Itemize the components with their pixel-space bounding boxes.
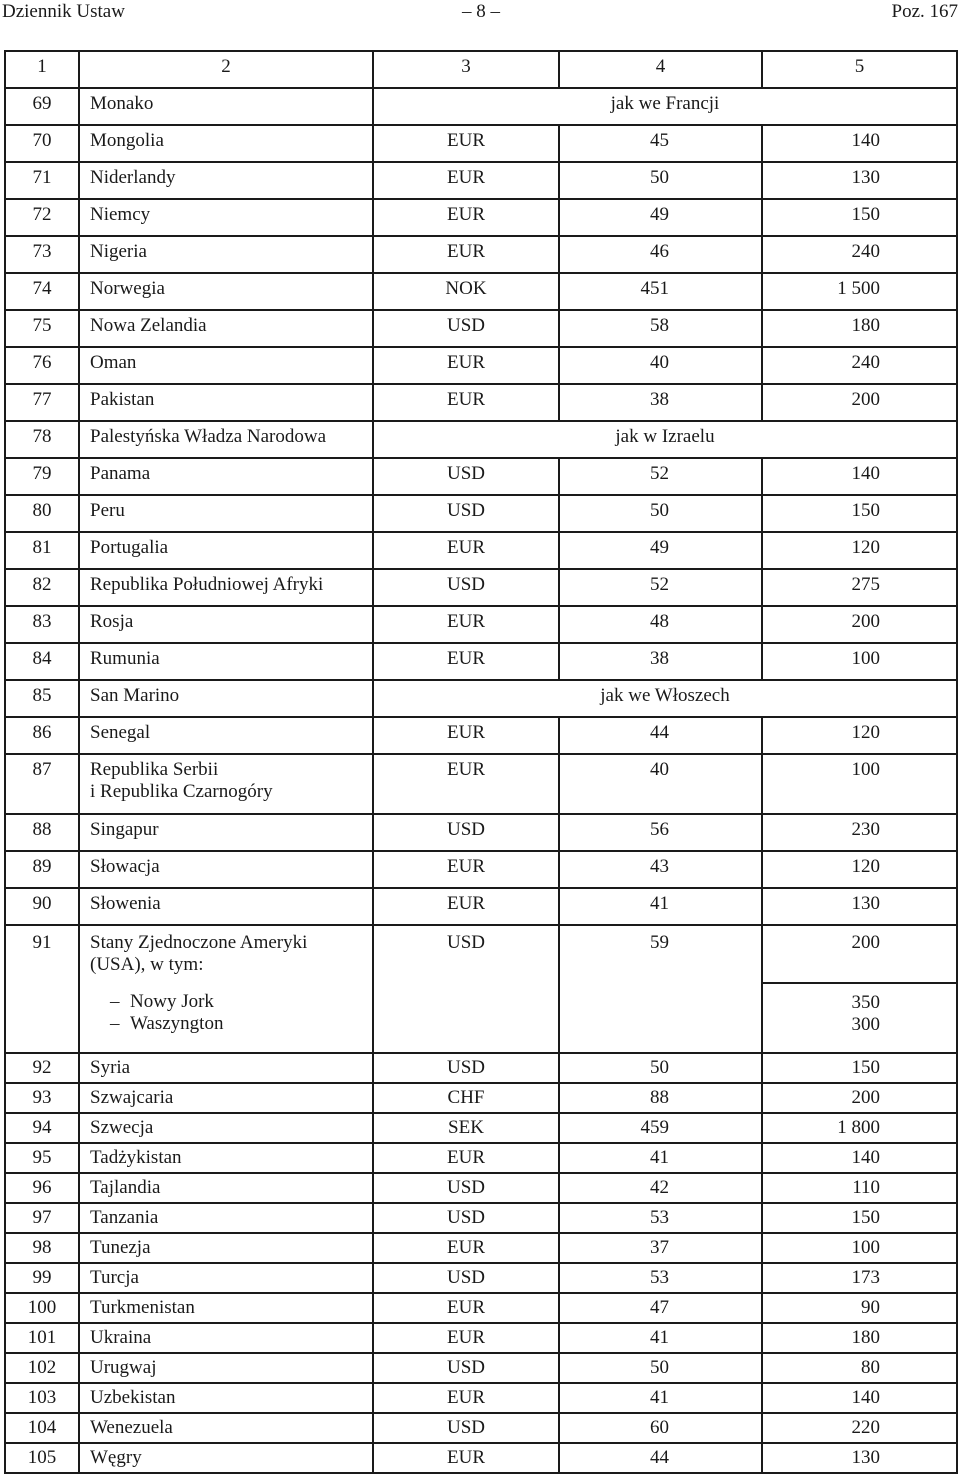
column-header: 4 <box>559 51 762 88</box>
accommodation-limit: 80 <box>762 1353 957 1383</box>
table-row <box>5 680 957 717</box>
row-number: 76 <box>5 347 79 384</box>
accommodation-limit: 180 <box>762 310 957 347</box>
table-row <box>5 1053 957 1083</box>
country-name: Tunezja <box>79 1233 373 1263</box>
daily-allowance: 43 <box>559 851 762 888</box>
currency: EUR <box>373 199 559 236</box>
column-header: 5 <box>762 51 957 88</box>
same-as-note: jak w Izraelu <box>373 421 957 458</box>
table-row <box>5 1323 957 1353</box>
accommodation-limit: 150 <box>762 199 957 236</box>
city-item <box>90 991 372 1013</box>
daily-allowance: 42 <box>559 1173 762 1203</box>
country-name: Palestyńska Władza Narodowa <box>79 421 373 458</box>
daily-allowance: 451 <box>559 273 762 310</box>
table-row <box>5 384 957 421</box>
accommodation-limit: 140 <box>762 125 957 162</box>
accommodation-limit: 130 <box>762 1443 957 1473</box>
daily-allowance: 46 <box>559 236 762 273</box>
table-row <box>5 606 957 643</box>
list-dash: – <box>110 1013 120 1034</box>
daily-allowance: 40 <box>559 347 762 384</box>
currency: EUR <box>373 1383 559 1413</box>
country-name: Panama <box>79 458 373 495</box>
currency: EUR <box>373 125 559 162</box>
currency: EUR <box>373 347 559 384</box>
table-row <box>5 162 957 199</box>
currency: CHF <box>373 1083 559 1113</box>
table-row <box>5 1293 957 1323</box>
currency: USD <box>373 1353 559 1383</box>
accommodation-limit: 240 <box>762 236 957 273</box>
accommodation-limit: 180 <box>762 1323 957 1353</box>
currency: NOK <box>373 273 559 310</box>
daily-allowance: 41 <box>559 1323 762 1353</box>
country-name: Nowa Zelandia <box>79 310 373 347</box>
city-name: Waszyngton <box>130 1013 224 1034</box>
currency: EUR <box>373 384 559 421</box>
currency: USD <box>373 1053 559 1083</box>
column-header: 3 <box>373 51 559 88</box>
daily-allowance: 47 <box>559 1293 762 1323</box>
table-row <box>5 1113 957 1143</box>
currency: EUR <box>373 606 559 643</box>
currency: EUR <box>373 888 559 925</box>
country-name: Niemcy <box>79 199 373 236</box>
currency: EUR <box>373 162 559 199</box>
daily-allowance: 44 <box>559 1443 762 1473</box>
currency: EUR <box>373 851 559 888</box>
daily-allowance: 50 <box>559 162 762 199</box>
country-name: Syria <box>79 1053 373 1083</box>
country-name: Słowacja <box>79 851 373 888</box>
page-number: – 8 – <box>462 1 500 22</box>
row-number: 88 <box>5 814 79 851</box>
currency: EUR <box>373 1293 559 1323</box>
table-row <box>5 1353 957 1383</box>
row-number: 75 <box>5 310 79 347</box>
country-name: Senegal <box>79 717 373 754</box>
row-number: 101 <box>5 1323 79 1353</box>
row-number: 81 <box>5 532 79 569</box>
row-number: 94 <box>5 1113 79 1143</box>
accommodation-limit: 130 <box>762 888 957 925</box>
daily-allowance: 88 <box>559 1083 762 1113</box>
accommodation-limit: 200 <box>762 384 957 421</box>
currency: USD <box>373 1203 559 1233</box>
daily-allowance: 37 <box>559 1233 762 1263</box>
table-row <box>5 236 957 273</box>
table-row <box>5 754 957 814</box>
accommodation-limit: 100 <box>762 643 957 680</box>
column-header: 1 <box>5 51 79 88</box>
daily-allowance: 48 <box>559 606 762 643</box>
country-name-line: (USA), w tym: <box>90 954 204 975</box>
accommodation-limit: 140 <box>762 1383 957 1413</box>
country-name-line: Stany Zjednoczone Ameryki <box>90 932 308 953</box>
country-name: Uzbekistan <box>79 1383 373 1413</box>
table-row <box>5 310 957 347</box>
currency: EUR <box>373 1233 559 1263</box>
city-item <box>90 1013 372 1035</box>
currency: EUR <box>373 754 559 814</box>
currency: USD <box>373 1413 559 1443</box>
row-number: 78 <box>5 421 79 458</box>
daily-allowance: 38 <box>559 643 762 680</box>
country-name: Portugalia <box>79 532 373 569</box>
currency: EUR <box>373 643 559 680</box>
daily-allowance: 40 <box>559 754 762 814</box>
row-number: 95 <box>5 1143 79 1173</box>
accommodation-limit: 200 <box>762 1083 957 1113</box>
daily-allowance: 50 <box>559 1353 762 1383</box>
accommodation-limit: 150 <box>762 1203 957 1233</box>
accommodation-limit: 1 800 <box>762 1113 957 1143</box>
daily-allowance: 52 <box>559 569 762 606</box>
row-number: 96 <box>5 1173 79 1203</box>
page-header <box>0 0 960 26</box>
country-name: Szwajcaria <box>79 1083 373 1113</box>
currency: EUR <box>373 236 559 273</box>
row-number: 90 <box>5 888 79 925</box>
table-row <box>5 1233 957 1263</box>
daily-allowance: 49 <box>559 199 762 236</box>
table-row <box>5 88 957 125</box>
country-name: Urugwaj <box>79 1353 373 1383</box>
position-number: Poz. 167 <box>891 1 958 22</box>
daily-allowance: 58 <box>559 310 762 347</box>
table-row <box>5 1443 957 1473</box>
same-as-note: jak we Włoszech <box>373 680 957 717</box>
accommodation-limit: 275 <box>762 569 957 606</box>
daily-allowance: 45 <box>559 125 762 162</box>
row-number: 98 <box>5 1233 79 1263</box>
daily-allowance: 59 <box>559 925 762 1053</box>
accommodation-limit: 200 <box>762 925 957 983</box>
row-number: 82 <box>5 569 79 606</box>
country-name: Monako <box>79 88 373 125</box>
table-row <box>5 643 957 680</box>
journal-title: Dziennik Ustaw <box>2 1 125 22</box>
accommodation-limit: 240 <box>762 347 957 384</box>
row-number: 71 <box>5 162 79 199</box>
daily-allowance: 41 <box>559 1143 762 1173</box>
table-row <box>5 851 957 888</box>
accommodation-limit: 173 <box>762 1263 957 1293</box>
accommodation-limit: 230 <box>762 814 957 851</box>
row-number: 74 <box>5 273 79 310</box>
row-number: 70 <box>5 125 79 162</box>
daily-allowance: 459 <box>559 1113 762 1143</box>
table-row <box>5 814 957 851</box>
accommodation-limit: 150 <box>762 495 957 532</box>
row-number: 69 <box>5 88 79 125</box>
table-row <box>5 458 957 495</box>
currency: EUR <box>373 1443 559 1473</box>
currency: EUR <box>373 1323 559 1353</box>
daily-allowance: 44 <box>559 717 762 754</box>
city-accommodation-limits <box>762 983 957 1053</box>
accommodation-limit: 110 <box>762 1173 957 1203</box>
accommodation-limit: 200 <box>762 606 957 643</box>
accommodation-limit: 90 <box>762 1293 957 1323</box>
country-name: San Marino <box>79 680 373 717</box>
table-row <box>5 199 957 236</box>
accommodation-limit: 150 <box>762 1053 957 1083</box>
country-name: Turkmenistan <box>79 1293 373 1323</box>
country-name: Singapur <box>79 814 373 851</box>
row-number: 102 <box>5 1353 79 1383</box>
country-name: Mongolia <box>79 125 373 162</box>
table-row <box>5 1263 957 1293</box>
row-number: 91 <box>5 925 79 1053</box>
country-name: Peru <box>79 495 373 532</box>
country-name: Norwegia <box>79 273 373 310</box>
list-dash: – <box>110 991 120 1012</box>
table-row <box>5 569 957 606</box>
country-name: Rosja <box>79 606 373 643</box>
country-name: Szwecja <box>79 1113 373 1143</box>
row-number: 97 <box>5 1203 79 1233</box>
currency: USD <box>373 1263 559 1293</box>
country-name: Niderlandy <box>79 162 373 199</box>
accommodation-limit: 140 <box>762 1143 957 1173</box>
country-name: Turcja <box>79 1263 373 1293</box>
table-row <box>5 125 957 162</box>
row-number: 84 <box>5 643 79 680</box>
currency: USD <box>373 925 559 1053</box>
accommodation-limit: 140 <box>762 458 957 495</box>
currency: USD <box>373 458 559 495</box>
table-row <box>5 1143 957 1173</box>
country-name: Rumunia <box>79 643 373 680</box>
row-number: 105 <box>5 1443 79 1473</box>
row-number: 89 <box>5 851 79 888</box>
row-number: 93 <box>5 1083 79 1113</box>
currency: SEK <box>373 1113 559 1143</box>
country-name: Republika Południowej Afryki <box>79 569 373 606</box>
currency: USD <box>373 1173 559 1203</box>
country-name: Ukraina <box>79 1323 373 1353</box>
accommodation-limit: 220 <box>762 1413 957 1443</box>
row-number: 100 <box>5 1293 79 1323</box>
table-row <box>5 717 957 754</box>
table-row <box>5 1173 957 1203</box>
daily-allowance: 41 <box>559 1383 762 1413</box>
row-number: 87 <box>5 754 79 814</box>
city-name: Nowy Jork <box>130 991 214 1012</box>
accommodation-limit: 130 <box>762 162 957 199</box>
table-row <box>5 925 957 983</box>
country-name: Węgry <box>79 1443 373 1473</box>
country-name: Tanzania <box>79 1203 373 1233</box>
city-accommodation-limit: 300 <box>851 1014 880 1035</box>
table-row <box>5 495 957 532</box>
allowance-table <box>4 50 958 1474</box>
row-number: 80 <box>5 495 79 532</box>
table-row <box>5 888 957 925</box>
country-name: Tajlandia <box>79 1173 373 1203</box>
row-number: 77 <box>5 384 79 421</box>
table-row <box>5 1203 957 1233</box>
country-name: Nigeria <box>79 236 373 273</box>
daily-allowance: 60 <box>559 1413 762 1443</box>
row-number: 73 <box>5 236 79 273</box>
row-number: 85 <box>5 680 79 717</box>
country-name: Słowenia <box>79 888 373 925</box>
currency: USD <box>373 310 559 347</box>
daily-allowance: 38 <box>559 384 762 421</box>
daily-allowance: 53 <box>559 1263 762 1293</box>
country-name: Tadżykistan <box>79 1143 373 1173</box>
daily-allowance: 52 <box>559 458 762 495</box>
table-row <box>5 273 957 310</box>
accommodation-limit: 120 <box>762 717 957 754</box>
row-number: 79 <box>5 458 79 495</box>
daily-allowance: 53 <box>559 1203 762 1233</box>
accommodation-limit: 100 <box>762 754 957 814</box>
daily-allowance: 50 <box>559 1053 762 1083</box>
country-name: Oman <box>79 347 373 384</box>
daily-allowance: 49 <box>559 532 762 569</box>
row-number: 92 <box>5 1053 79 1083</box>
table-row <box>5 532 957 569</box>
country-name-line: i Republika Czarnogóry <box>90 781 273 802</box>
table-row <box>5 347 957 384</box>
row-number: 83 <box>5 606 79 643</box>
country-name-line: Republika Serbii <box>90 759 219 780</box>
currency: USD <box>373 495 559 532</box>
column-number-row <box>5 51 957 88</box>
column-header: 2 <box>79 51 373 88</box>
country-name <box>79 754 373 814</box>
currency: EUR <box>373 532 559 569</box>
daily-allowance: 56 <box>559 814 762 851</box>
city-accommodation-limit: 350 <box>851 992 880 1013</box>
country-name <box>79 925 373 983</box>
table-row <box>5 421 957 458</box>
currency: EUR <box>373 717 559 754</box>
row-number: 104 <box>5 1413 79 1443</box>
accommodation-limit: 100 <box>762 1233 957 1263</box>
country-name: Pakistan <box>79 384 373 421</box>
table-row <box>5 1083 957 1113</box>
table-row <box>5 1383 957 1413</box>
currency: USD <box>373 814 559 851</box>
row-number: 103 <box>5 1383 79 1413</box>
accommodation-limit: 120 <box>762 851 957 888</box>
accommodation-limit: 1 500 <box>762 273 957 310</box>
row-number: 72 <box>5 199 79 236</box>
accommodation-limit: 120 <box>762 532 957 569</box>
country-name: Wenezuela <box>79 1413 373 1443</box>
daily-allowance: 41 <box>559 888 762 925</box>
currency: USD <box>373 569 559 606</box>
same-as-note: jak we Francji <box>373 88 957 125</box>
row-number: 86 <box>5 717 79 754</box>
currency: EUR <box>373 1143 559 1173</box>
row-number: 99 <box>5 1263 79 1293</box>
city-list <box>79 983 373 1053</box>
daily-allowance: 50 <box>559 495 762 532</box>
